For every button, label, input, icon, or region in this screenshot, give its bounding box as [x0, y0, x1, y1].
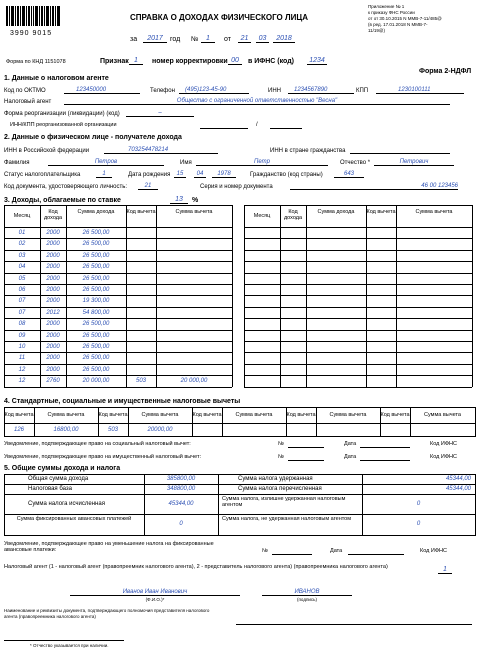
innkpp-kpp-line[interactable] [270, 128, 302, 129]
income-table-cell-empty[interactable] [306, 275, 366, 283]
deductions-table-header: Код вычета [4, 412, 34, 418]
dob-month-field[interactable]: 04 [194, 171, 206, 178]
income-table-cell[interactable]: 2000 [46, 355, 60, 362]
appendix-line: Приложение № 1 [368, 4, 405, 9]
section4-title: 4. Стандартные, социальные и имущественные налоговые вычеты [4, 398, 241, 405]
appendix-line: (в ред. 17.01.2018 N ММВ-7- [368, 22, 428, 27]
income-table-cell-empty[interactable] [244, 366, 280, 374]
income-table-cell-empty[interactable] [280, 377, 306, 385]
income-table-cell-empty[interactable] [244, 263, 280, 271]
section1-title: 1. Данные о налоговом агенте [4, 75, 109, 82]
income-table-cell[interactable]: 2000 [46, 344, 60, 350]
appendix-line: к приказу ФНС России [368, 10, 415, 15]
income-table-cell[interactable]: 12 [18, 366, 26, 373]
income-table-cell[interactable]: 06 [18, 287, 26, 293]
prop-notice-no: № [278, 454, 284, 460]
income-table-cell-empty[interactable] [244, 252, 280, 260]
income-table-cell-empty[interactable] [306, 297, 366, 305]
barcode-number: 3990 9015 [10, 30, 53, 37]
income-table-cell-empty[interactable] [280, 343, 306, 351]
income-table-cell[interactable]: 2000 [46, 287, 60, 293]
za-label: за [130, 36, 138, 43]
income-table-cell-empty[interactable] [366, 297, 396, 305]
income-table-header: Код вычета [126, 209, 156, 215]
sign-field[interactable]: ИВАНОВ [262, 589, 352, 596]
fixed-value[interactable]: 0 [179, 521, 183, 527]
fio-field[interactable]: Иванов Иван Иванович [70, 589, 240, 596]
income-table-header: Месяц [253, 213, 271, 219]
income-table-cell[interactable]: 2000 [46, 275, 60, 282]
income-table-cell-empty[interactable] [306, 252, 366, 260]
reorg-field[interactable]: – [126, 110, 194, 117]
income-table-cell[interactable]: 26 500,00 [82, 252, 110, 259]
withheld-value[interactable]: 45344,00 [445, 476, 471, 482]
phone-label: Телефон [150, 88, 175, 94]
agent-field[interactable]: Общество с ограниченной ответственностью "Весна" [64, 98, 450, 105]
total-income-label: Общая сумма дохода [28, 476, 89, 482]
income-table-cell[interactable]: 26 500,00 [82, 332, 110, 339]
excess-value[interactable]: 0 [416, 501, 421, 507]
income-table-cell[interactable]: 08 [18, 321, 26, 328]
series-field[interactable]: 46 00 123456 [290, 183, 458, 190]
kpp-label: КПП [356, 88, 369, 94]
income-table-cell[interactable]: 26 500,00 [82, 241, 110, 248]
fixed-notice-label: Уведомление, подтверждающее право на уменьшение налога на фиксированные авансовые платежи: [4, 541, 214, 553]
notwithheld-value[interactable]: 0 [416, 521, 421, 527]
income-table-cell-empty[interactable] [244, 275, 280, 283]
income-table-cell-empty[interactable] [280, 297, 306, 305]
income-table-cell[interactable]: 26 500,00 [82, 264, 110, 271]
innrf-label: ИНН в Российской федерации [4, 148, 90, 154]
income-table-cell-empty[interactable] [366, 229, 396, 237]
calc-value[interactable]: 45344,00 [168, 501, 194, 507]
rate-field[interactable]: 13 [170, 196, 188, 204]
income-table-cell-empty[interactable] [244, 320, 280, 328]
income-table-cell-empty[interactable] [396, 286, 472, 294]
inn-field[interactable]: 1234567890 [288, 87, 354, 94]
appendix-note [368, 4, 442, 34]
oktmo-label: Код по ОКТМО [4, 88, 46, 94]
innkpp-slash: / [256, 122, 258, 128]
income-table-cell[interactable]: 26 500,00 [82, 321, 110, 328]
income-table-cell[interactable]: 2000 [46, 321, 60, 328]
income-table-cell-empty[interactable] [366, 286, 396, 294]
doc-note-line[interactable] [236, 624, 472, 625]
deductions-table-header: Код вычета [380, 412, 410, 418]
patronymic-field[interactable]: Петрович [374, 159, 454, 166]
status-field[interactable]: 1 [96, 171, 112, 178]
income-table-cell-empty[interactable] [396, 354, 472, 362]
fio-caption: (Ф.И.О.)* [145, 597, 165, 602]
soc-notice-no: № [278, 441, 284, 447]
totals-table [4, 474, 476, 536]
income-table-cell-empty[interactable] [306, 286, 366, 294]
income-table-cell[interactable]: 26 500,00 [82, 275, 110, 282]
income-table-cell[interactable]: 07 [18, 309, 26, 316]
form-knd: Форма по КНД 1151078 [6, 59, 66, 65]
income-table-cell-empty[interactable] [396, 252, 472, 260]
income-table-cell-empty[interactable] [396, 377, 472, 385]
surname-field[interactable]: Петров [48, 159, 164, 166]
soc-notice-ifns: Код ИФНС [430, 441, 457, 447]
income-table-cell[interactable]: 26 500,00 [82, 355, 110, 362]
fixed-label: Сумма фиксированных авансовых платежей [16, 516, 132, 522]
innforeign-line[interactable] [350, 153, 450, 154]
income-table-header: Код вычета [366, 209, 396, 215]
income-table-cell-empty[interactable] [244, 343, 280, 351]
income-table-cell[interactable]: 2000 [46, 298, 60, 305]
income-table-cell-empty[interactable] [366, 366, 396, 374]
barcode [6, 6, 62, 26]
fixed-notice-date: Дата [330, 548, 343, 554]
series-label: Серия и номер документа [200, 184, 273, 190]
reorg-label: Форма реорганизации (ликвидации) (код) [4, 111, 120, 117]
deductions-table-cell[interactable]: 503 [107, 427, 118, 433]
agent-label: Налоговый агент [4, 99, 52, 105]
sign-caption: (подпись) [296, 597, 317, 602]
surname-label: Фамилия [4, 160, 30, 166]
income-table-cell-empty[interactable] [244, 297, 280, 305]
income-table-cell-empty[interactable] [396, 263, 472, 271]
priznak-label: Признак [100, 58, 129, 65]
doc-label: Код документа, удостоверяющего личность: [4, 184, 128, 190]
form-name: Форма 2-НДФЛ [419, 68, 472, 75]
agent-note: Налоговый агент (1 - налоговый агент (правопреемник налогового агента), 2 - представитель налогового агента) (правопреемника налогового агента) [4, 564, 388, 570]
income-table-cell[interactable]: 20 000,00 [82, 378, 110, 385]
income-table-cell-empty[interactable] [366, 320, 396, 328]
rate-pct: % [192, 197, 199, 204]
innkpp-label: ИНН/КПП реорганизованной организации [10, 122, 117, 128]
income-table-cell-empty[interactable] [396, 275, 472, 283]
income-table-cell[interactable]: 26 500,00 [82, 230, 110, 236]
base-value[interactable]: 348800,00 [166, 486, 196, 492]
income-table-header: Сумма дохода [77, 209, 115, 215]
income-table-cell-empty[interactable] [244, 286, 280, 294]
corr-field[interactable]: 00 [228, 57, 242, 65]
oktmo-field[interactable]: 123450000 [64, 87, 140, 94]
income-table-cell-empty[interactable] [366, 377, 396, 385]
income-table-cell-empty[interactable] [280, 366, 306, 374]
income-table-cell-empty[interactable] [244, 229, 280, 237]
income-table-header: Сумма вычета [415, 209, 453, 215]
innrf-field[interactable]: 703254478214 [104, 147, 218, 154]
deductions-table-cell[interactable]: 20000,00 [147, 427, 173, 433]
income-table-cell[interactable]: 10 [18, 344, 26, 350]
section3-title: 3. Доходы, облагаемые по ставке [4, 197, 121, 204]
income-table-cell-empty[interactable] [306, 240, 366, 248]
fixed-notice-no-line[interactable] [272, 554, 312, 555]
fixed-notice-ifns: Код ИФНС [420, 548, 447, 554]
deductions-table-header: Код вычета [192, 412, 222, 418]
income-table-cell[interactable]: 20 000,00 [180, 378, 208, 385]
year-field[interactable]: 2017 [143, 35, 167, 43]
dob-label: Дата рождения [128, 172, 171, 178]
income-table-cell-empty[interactable] [306, 332, 366, 340]
income-table-cell[interactable]: 11 [18, 355, 26, 362]
appendix-line: от от 30.10.2015 N ММВ-7-11/485@ [368, 16, 442, 21]
income-table-cell-empty[interactable] [244, 377, 280, 385]
income-table-cell-empty[interactable] [280, 275, 306, 283]
income-table-cell-empty[interactable] [244, 332, 280, 340]
doc-note: Наименование и реквизиты документа, подтверждающего полномочия представителя налогового агента (правопреемника налогового агента) [4, 608, 210, 619]
day-field[interactable]: 21 [238, 35, 251, 43]
transferred-value[interactable]: 45344,00 [445, 486, 471, 492]
dob-day-field[interactable]: 15 [174, 171, 186, 178]
soc-notice-no-line[interactable] [288, 447, 324, 448]
footnote-divider [4, 640, 124, 641]
income-table-cell[interactable]: 2000 [46, 230, 60, 236]
income-table-cell-empty[interactable] [366, 309, 396, 317]
status-label: Статус налогоплательщика [4, 172, 81, 178]
year2-field[interactable]: 2018 [273, 35, 295, 43]
inn-label: ИНН [268, 88, 281, 94]
section2-title: 2. Данные о физическом лице - получателе дохода [4, 134, 182, 141]
income-table-cell-empty[interactable] [306, 320, 366, 328]
transferred-label: Сумма налога перечисленная [238, 486, 322, 492]
income-table-cell[interactable]: 12 [18, 378, 26, 385]
income-table-header: Сумма вычета [175, 209, 213, 215]
income-table-cell[interactable]: 01 [18, 230, 26, 236]
income-table-cell-empty[interactable] [366, 275, 396, 283]
income-table-cell[interactable]: 2760 [46, 378, 60, 385]
soc-notice-date-line[interactable] [360, 447, 410, 448]
income-table-cell-empty[interactable] [280, 263, 306, 271]
income-table-cell-empty[interactable] [396, 320, 472, 328]
patronymic-label: Отчество * [340, 160, 371, 166]
income-table-cell[interactable]: 03 [18, 252, 26, 259]
section5-title: 5. Общие суммы дохода и налога [4, 465, 121, 472]
ifns-label: в ИФНС (код) [248, 58, 295, 65]
income-table-cell[interactable]: 2012 [46, 309, 60, 316]
prop-notice-ifns: Код ИФНС [430, 454, 457, 460]
kpp-field[interactable]: 1230100111 [376, 87, 464, 94]
ot-label: от [224, 36, 231, 43]
soc-notice-label: Уведомление, подтверждающее право на социальный налоговый вычет: [4, 441, 191, 447]
income-table-cell-empty[interactable] [306, 354, 366, 362]
excess-label: Сумма налога, излишне удержанная налоговым агентом [222, 496, 346, 508]
income-table-cell-empty[interactable] [306, 309, 366, 317]
income-table-cell-empty[interactable] [280, 354, 306, 362]
income-table-cell-empty[interactable] [366, 332, 396, 340]
income-table-cell[interactable]: 2000 [46, 332, 60, 339]
income-table-cell-empty[interactable] [280, 240, 306, 248]
footnote: * Отчество указывается при наличии. [30, 643, 109, 648]
total-income-value[interactable]: 385800,00 [166, 476, 196, 482]
income-table-cell-empty[interactable] [396, 297, 472, 305]
document-title: СПРАВКА О ДОХОДАХ ФИЗИЧЕСКОГО ЛИЦА [130, 13, 308, 22]
deductions-table-cell[interactable]: 16800,00 [53, 427, 79, 433]
income-table-header: Сумма дохода [317, 209, 355, 215]
income-table [4, 205, 476, 387]
notwithheld-label: Сумма налога, не удержанная налоговым агентом [222, 516, 352, 522]
income-table-cell[interactable]: 26 500,00 [82, 287, 110, 293]
income-table-cell[interactable]: 02 [18, 241, 26, 248]
income-table-cell-empty[interactable] [396, 343, 472, 351]
prop-notice-label: Уведомление, подтверждающее право на имущественный налоговый вычет: [4, 454, 202, 460]
fixed-notice-date-line[interactable] [348, 554, 404, 555]
withheld-label: Сумма налога удержанная [238, 476, 313, 482]
income-table-cell-empty[interactable] [280, 320, 306, 328]
income-table-cell[interactable]: 26 500,00 [82, 344, 110, 350]
ifns-field[interactable]: 1234 [307, 57, 327, 65]
prop-notice-date: Дата [344, 454, 357, 460]
prop-notice-date-line[interactable] [360, 460, 410, 461]
income-table-cell-empty[interactable] [280, 229, 306, 237]
phone-field[interactable]: (495)123-45-90 [179, 87, 249, 94]
dob-year-field[interactable]: 1978 [212, 171, 236, 178]
deductions-table-header: Сумма вычета [235, 412, 273, 418]
income-table-header: Код дохода [43, 209, 63, 221]
soc-notice-date: Дата [344, 441, 357, 447]
income-table-cell-empty[interactable] [366, 252, 396, 260]
base-label: Налоговая база [28, 486, 72, 492]
income-table-cell-empty[interactable] [366, 263, 396, 271]
income-table-cell[interactable]: 2000 [46, 264, 60, 271]
deductions-table-header: Сумма вычета [329, 412, 367, 418]
appendix-line: 11/19@) [368, 28, 385, 33]
income-table-cell[interactable]: 2000 [46, 252, 60, 259]
prop-notice-no-line[interactable] [288, 460, 324, 461]
income-table-cell-empty[interactable] [396, 366, 472, 374]
income-table-cell[interactable]: 07 [18, 298, 26, 305]
corr-label: номер корректировки [152, 58, 228, 65]
deductions-table-header: Код вычета [286, 412, 316, 418]
deductions-table-header: Код вычета [98, 412, 128, 418]
income-table-cell-empty[interactable] [244, 354, 280, 362]
income-table-cell[interactable]: 2000 [46, 366, 60, 373]
name-field[interactable]: Петр [196, 159, 328, 166]
fixed-notice-no: № [262, 548, 268, 554]
income-table-cell-empty[interactable] [306, 377, 366, 385]
number-sign: № [191, 36, 199, 43]
income-table-cell-empty[interactable] [396, 332, 472, 340]
citizen-label: Гражданство (код страны) [250, 172, 323, 178]
income-table-header: Месяц [13, 213, 31, 219]
income-table-header: Код дохода [283, 209, 303, 221]
innforeign-label: ИНН в стране гражданства [270, 148, 346, 154]
deductions-table-cell[interactable]: 126 [13, 427, 24, 433]
calc-label: Сумма налога исчисленная [28, 501, 105, 507]
priznak-field[interactable]: 1 [129, 57, 143, 65]
income-table-cell-empty[interactable] [306, 343, 366, 351]
income-table-cell-empty[interactable] [366, 240, 396, 248]
income-table-cell[interactable]: 2000 [46, 241, 60, 248]
income-table-cell[interactable]: 09 [18, 332, 26, 339]
income-table-cell-empty[interactable] [280, 332, 306, 340]
deductions-table-header: Сумма вычета [141, 412, 179, 418]
income-table-cell-empty[interactable] [306, 366, 366, 374]
income-table-cell-empty[interactable] [280, 309, 306, 317]
income-table-cell[interactable]: 503 [135, 378, 146, 385]
income-table-cell-empty[interactable] [396, 240, 472, 248]
income-table-cell-empty[interactable] [280, 252, 306, 260]
income-table-cell-empty[interactable] [306, 263, 366, 271]
income-table-cell-empty[interactable] [280, 286, 306, 294]
income-table-cell[interactable]: 26 500,00 [82, 366, 110, 373]
income-table-cell-empty[interactable] [396, 309, 472, 317]
income-table-cell-empty[interactable] [306, 229, 366, 237]
doc-field[interactable]: 21 [138, 183, 158, 190]
deductions-table [4, 407, 476, 437]
income-table-cell[interactable]: 05 [18, 275, 26, 282]
income-table-cell-empty[interactable] [396, 229, 472, 237]
income-table-cell[interactable]: 19 300,00 [82, 298, 110, 305]
deductions-table-header: Сумма вычета [47, 412, 85, 418]
number-field[interactable]: 1 [201, 35, 215, 43]
income-table-cell-empty[interactable] [244, 309, 280, 317]
month-field[interactable]: 03 [256, 35, 269, 43]
income-table-cell-empty[interactable] [366, 354, 396, 362]
god-label: год [170, 36, 181, 43]
name-label: Имя [180, 160, 192, 166]
innkpp-inn-line[interactable] [200, 128, 248, 129]
income-table-cell[interactable]: 04 [18, 264, 26, 271]
citizen-field[interactable]: 643 [334, 171, 364, 178]
income-table-cell[interactable]: 54 800,00 [82, 309, 110, 316]
income-table-cell-empty[interactable] [366, 343, 396, 351]
deductions-table-header: Сумма вычета [424, 412, 461, 418]
income-table-cell-empty[interactable] [244, 240, 280, 248]
agent-code-field[interactable]: 1 [438, 566, 452, 574]
